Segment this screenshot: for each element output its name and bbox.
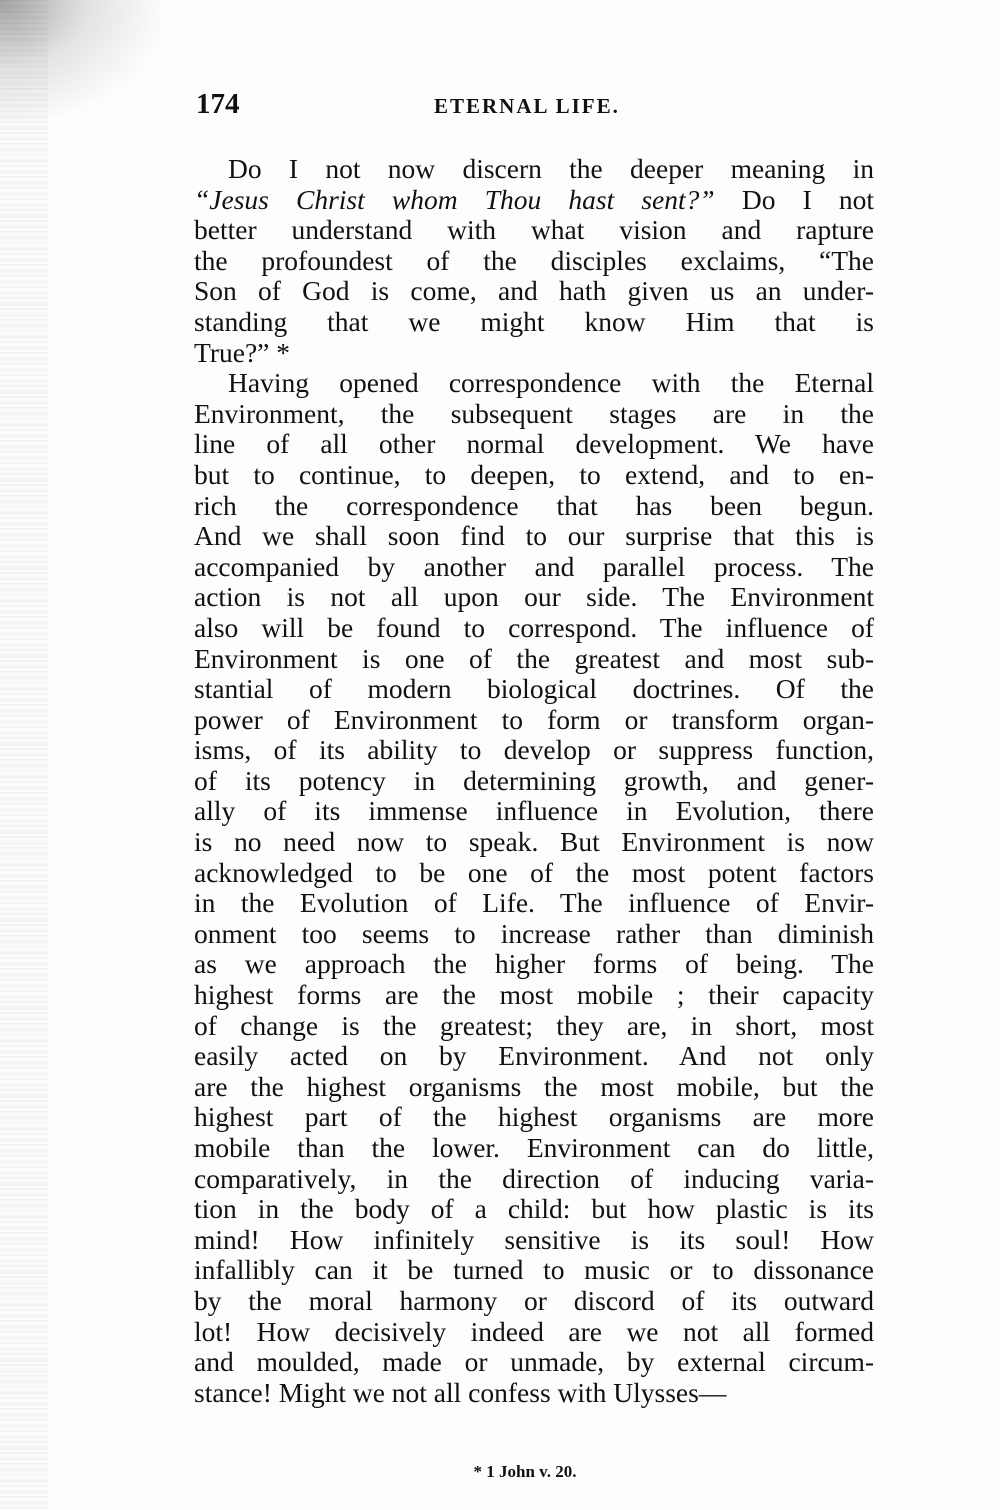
scan-corner-shadow (0, 0, 160, 120)
text-line: action is not all upon our side. The Environment (194, 581, 874, 613)
text-line: in the Evolution of Life. The influence of Envir- (194, 887, 874, 919)
footnote: * 1 John v. 20. (473, 1462, 577, 1481)
text-line: better understand with what vision and rapture (194, 214, 874, 246)
text-line: easily acted on by Environment. And not only (194, 1040, 874, 1072)
text-line: Having opened correspondence with the Eternal (228, 367, 874, 399)
text-line: standing that we might know Him that is (194, 305, 874, 337)
running-title: ETERNAL LIFE. (434, 94, 620, 118)
text-line: True?” * (194, 336, 290, 368)
text-line: by the moral harmony or discord of its outward (194, 1284, 874, 1316)
text-line: the profoundest of the disciples exclaims, “The (194, 244, 874, 276)
text-line: and moulded, made or unmade, by external circum- (194, 1346, 874, 1378)
text-line: Son of God is come, and hath given us an under- (194, 275, 874, 307)
text-line: of change is the greatest; they are, in short, most (194, 1009, 874, 1041)
text-line: mobile than the lower. Environment can do little, (194, 1132, 874, 1163)
text-line: is no need now to speak. But Environment is now (194, 826, 874, 858)
text-line: highest forms are the most mobile ; their capacity (194, 979, 874, 1011)
text-line: onment too seems to increase rather than diminish (194, 917, 874, 949)
text-line: comparatively, in the direction of inducing varia- (194, 1162, 874, 1194)
text-line: as we approach the higher forms of being. The (194, 948, 874, 980)
text-line: isms, of its ability to develop or suppress function, (194, 734, 874, 766)
text-line: line of all other normal development. We have (194, 428, 874, 460)
text-line: also will be found to correspond. The influence of (194, 611, 874, 643)
text-line: Environment is one of the greatest and most sub- (194, 642, 874, 674)
text-line: lot! How decisively indeed are we not all formed (194, 1315, 874, 1347)
text-line: of its potency in determining growth, and gener- (194, 764, 874, 796)
text-line: And we shall soon find to our surprise that this is (194, 520, 874, 552)
text-line: stantial of modern biological doctrines. Of the (194, 673, 874, 705)
text-line: power of Environment to form or transform organ- (194, 703, 874, 735)
text-line: Do I not now discern the deeper meaning in (228, 153, 874, 184)
scan-edge-shadow (0, 0, 48, 1510)
text-line: mind! How infinitely sensitive is its soul! How (194, 1223, 874, 1255)
running-head (196, 88, 876, 128)
text-line: accompanied by another and parallel process. The (194, 550, 874, 582)
text-line: infallibly can it be turned to music or to dissonance (194, 1254, 874, 1286)
text-line: highest part of the highest organisms are more (194, 1101, 874, 1133)
page-number: 174 (196, 88, 240, 120)
text-line: are the highest organisms the most mobile, but the (194, 1070, 874, 1102)
text-line: “Jesus Christ whom Thou hast sent?” Do I not (194, 183, 874, 215)
text-line: rich the correspondence that has been begun. (194, 489, 874, 521)
text-line: but to continue, to deepen, to extend, and to en- (194, 458, 874, 490)
text-line: tion in the body of a child: but how plastic is its (194, 1193, 874, 1225)
body-text (194, 154, 874, 1408)
text-line: stance! Might we not all confess with Ulysses— (194, 1376, 727, 1408)
text-line: acknowledged to be one of the most potent factors (194, 856, 874, 888)
text-line: ally of its immense influence in Evolution, there (194, 795, 874, 827)
text-line: Environment, the subsequent stages are in the (194, 397, 874, 429)
